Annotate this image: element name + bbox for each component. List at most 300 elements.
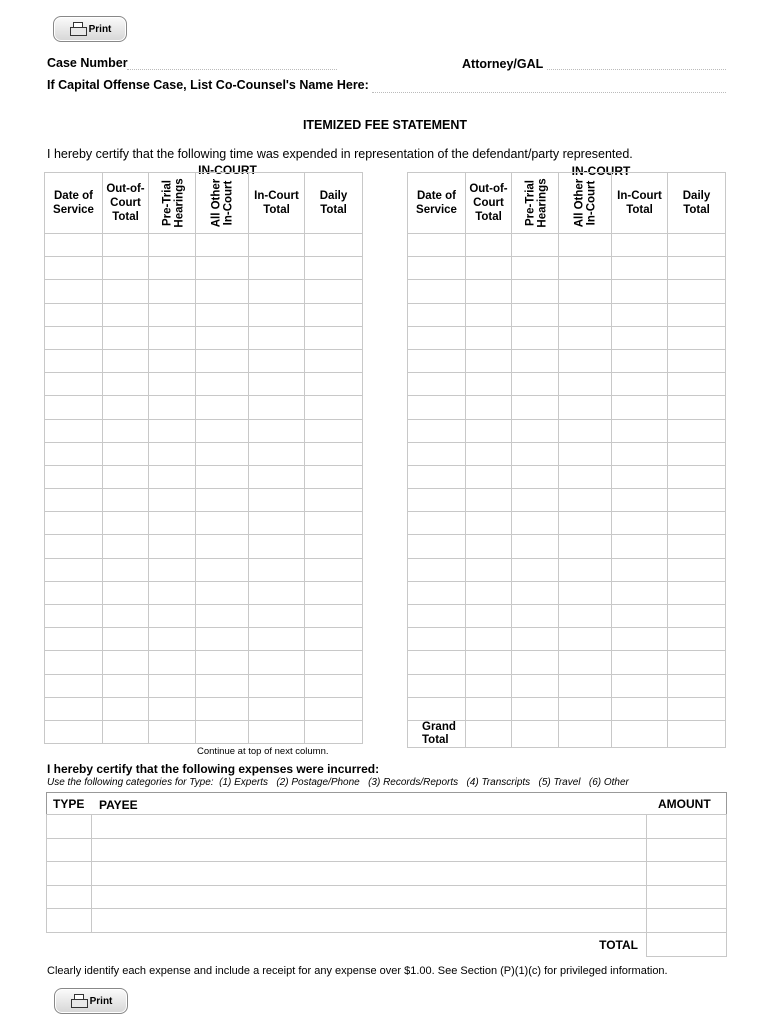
input-cell[interactable] <box>647 909 727 933</box>
input-cell[interactable] <box>249 280 305 303</box>
input-cell[interactable] <box>103 373 149 396</box>
input-cell[interactable] <box>249 489 305 512</box>
input-cell[interactable] <box>466 581 512 604</box>
input-cell[interactable] <box>149 326 196 349</box>
input-cell[interactable] <box>196 465 249 488</box>
input-cell[interactable] <box>559 396 612 419</box>
input-cell[interactable] <box>512 234 559 257</box>
input-cell[interactable] <box>512 581 559 604</box>
input-cell[interactable] <box>512 535 559 558</box>
input-cell[interactable] <box>559 512 612 535</box>
input-cell[interactable] <box>512 257 559 280</box>
input-cell[interactable] <box>103 234 149 257</box>
input-cell[interactable] <box>103 280 149 303</box>
input-cell[interactable] <box>196 419 249 442</box>
input-cell[interactable] <box>305 303 363 326</box>
input-cell[interactable] <box>668 465 726 488</box>
input-cell[interactable] <box>559 628 612 651</box>
input-cell[interactable] <box>559 257 612 280</box>
table-row <box>45 535 363 558</box>
input-cell[interactable] <box>512 512 559 535</box>
input-cell[interactable] <box>196 535 249 558</box>
input-cell[interactable] <box>249 396 305 419</box>
input-cell[interactable] <box>612 234 668 257</box>
input-cell[interactable] <box>612 442 668 465</box>
input-cell[interactable] <box>249 581 305 604</box>
input-cell[interactable] <box>45 535 103 558</box>
input-cell[interactable] <box>559 651 612 674</box>
input-cell[interactable] <box>45 349 103 372</box>
input-cell[interactable] <box>249 326 305 349</box>
input-cell[interactable] <box>249 303 305 326</box>
continue-note: Continue at top of next column. <box>197 746 329 757</box>
input-cell[interactable] <box>559 442 612 465</box>
input-cell[interactable] <box>45 674 103 697</box>
input-cell[interactable] <box>249 257 305 280</box>
input-cell[interactable] <box>668 396 726 419</box>
input-cell[interactable] <box>196 396 249 419</box>
input-cell[interactable] <box>408 651 466 674</box>
input-cell[interactable] <box>612 303 668 326</box>
input-cell[interactable] <box>408 465 466 488</box>
input-cell[interactable] <box>305 628 363 651</box>
input-cell[interactable] <box>249 535 305 558</box>
expense-total-row <box>47 932 727 957</box>
input-cell[interactable] <box>149 373 196 396</box>
input-cell[interactable] <box>149 280 196 303</box>
input-cell[interactable] <box>196 674 249 697</box>
input-cell[interactable] <box>47 909 92 933</box>
table-row <box>408 442 726 465</box>
input-cell[interactable] <box>466 489 512 512</box>
input-cell[interactable] <box>149 257 196 280</box>
input-cell[interactable] <box>103 720 149 743</box>
input-cell[interactable] <box>305 674 363 697</box>
input-cell[interactable] <box>512 558 559 581</box>
input-cell[interactable] <box>408 349 466 372</box>
input-cell[interactable] <box>149 489 196 512</box>
input-cell[interactable] <box>305 442 363 465</box>
input-cell[interactable] <box>668 651 726 674</box>
input-cell[interactable] <box>149 697 196 720</box>
input-cell[interactable] <box>47 838 92 862</box>
input-cell[interactable] <box>305 535 363 558</box>
input-cell[interactable] <box>196 697 249 720</box>
input-cell[interactable] <box>196 373 249 396</box>
input-cell[interactable] <box>149 674 196 697</box>
input-cell[interactable] <box>559 234 612 257</box>
input-cell[interactable] <box>103 419 149 442</box>
print-button-label: Print <box>89 995 113 1007</box>
input-cell[interactable] <box>45 651 103 674</box>
grand-total-pre-trial[interactable] <box>512 720 559 747</box>
input-cell[interactable] <box>512 465 559 488</box>
input-cell[interactable] <box>466 651 512 674</box>
input-cell[interactable] <box>512 605 559 628</box>
input-cell[interactable] <box>466 303 512 326</box>
input-cell[interactable] <box>668 535 726 558</box>
print-button-bottom[interactable] <box>54 988 128 1014</box>
input-cell[interactable] <box>512 697 559 720</box>
input-cell[interactable] <box>196 558 249 581</box>
input-cell[interactable] <box>612 558 668 581</box>
input-cell[interactable] <box>45 234 103 257</box>
input-cell[interactable] <box>249 605 305 628</box>
input-cell[interactable] <box>45 558 103 581</box>
input-cell[interactable] <box>559 280 612 303</box>
input-cell[interactable] <box>512 442 559 465</box>
input-cell[interactable] <box>612 535 668 558</box>
input-cell[interactable] <box>408 326 466 349</box>
grand-total-out-of-court[interactable] <box>466 720 512 747</box>
input-cell[interactable] <box>305 373 363 396</box>
input-cell[interactable] <box>45 489 103 512</box>
input-cell[interactable] <box>408 512 466 535</box>
input-cell[interactable] <box>196 581 249 604</box>
input-cell[interactable] <box>612 628 668 651</box>
input-cell[interactable] <box>668 558 726 581</box>
input-cell[interactable] <box>305 419 363 442</box>
input-cell[interactable] <box>559 558 612 581</box>
input-cell[interactable] <box>249 628 305 651</box>
input-cell[interactable] <box>92 838 647 862</box>
co-counsel-field[interactable] <box>372 92 726 93</box>
input-cell[interactable] <box>249 419 305 442</box>
input-cell[interactable] <box>612 349 668 372</box>
input-cell[interactable] <box>408 628 466 651</box>
input-cell[interactable] <box>466 512 512 535</box>
input-cell[interactable] <box>647 815 727 839</box>
print-button[interactable] <box>53 16 127 42</box>
input-cell[interactable] <box>466 373 512 396</box>
grand-total-in-court[interactable] <box>612 720 668 747</box>
input-cell[interactable] <box>512 349 559 372</box>
input-cell[interactable] <box>92 815 647 839</box>
input-cell[interactable] <box>45 720 103 743</box>
input-cell[interactable] <box>466 558 512 581</box>
input-cell[interactable] <box>466 234 512 257</box>
input-cell[interactable] <box>149 535 196 558</box>
input-cell[interactable] <box>466 419 512 442</box>
input-cell[interactable] <box>668 697 726 720</box>
input-cell[interactable] <box>612 605 668 628</box>
input-cell[interactable] <box>408 674 466 697</box>
input-cell[interactable] <box>47 815 92 839</box>
input-cell[interactable] <box>305 697 363 720</box>
input-cell[interactable] <box>668 257 726 280</box>
input-cell[interactable] <box>408 442 466 465</box>
input-cell[interactable] <box>512 396 559 419</box>
input-cell[interactable] <box>512 303 559 326</box>
input-cell[interactable] <box>149 628 196 651</box>
input-cell[interactable] <box>305 581 363 604</box>
input-cell[interactable] <box>466 349 512 372</box>
input-cell[interactable] <box>45 373 103 396</box>
input-cell[interactable] <box>408 558 466 581</box>
input-cell[interactable] <box>408 257 466 280</box>
input-cell[interactable] <box>45 396 103 419</box>
input-cell[interactable] <box>149 651 196 674</box>
input-cell[interactable] <box>92 862 647 886</box>
date-of-service-header: Date of Service <box>45 173 103 234</box>
input-cell[interactable] <box>559 303 612 326</box>
input-cell[interactable] <box>149 442 196 465</box>
input-cell[interactable] <box>47 885 92 909</box>
input-cell[interactable] <box>103 303 149 326</box>
input-cell[interactable] <box>149 581 196 604</box>
input-cell[interactable] <box>249 373 305 396</box>
input-cell[interactable] <box>45 628 103 651</box>
input-cell[interactable] <box>249 651 305 674</box>
input-cell[interactable] <box>612 257 668 280</box>
input-cell[interactable] <box>466 326 512 349</box>
input-cell[interactable] <box>305 234 363 257</box>
input-cell[interactable] <box>466 535 512 558</box>
input-cell[interactable] <box>466 674 512 697</box>
input-cell[interactable] <box>196 605 249 628</box>
input-cell[interactable] <box>668 419 726 442</box>
in-court-label-right: IN-COURT <box>571 164 631 178</box>
input-cell[interactable] <box>103 628 149 651</box>
input-cell[interactable] <box>668 280 726 303</box>
input-cell[interactable] <box>249 349 305 372</box>
input-cell[interactable] <box>612 581 668 604</box>
input-cell[interactable] <box>466 396 512 419</box>
input-cell[interactable] <box>559 489 612 512</box>
input-cell[interactable] <box>466 628 512 651</box>
input-cell[interactable] <box>512 419 559 442</box>
input-cell[interactable] <box>512 280 559 303</box>
input-cell[interactable] <box>559 674 612 697</box>
certify-time-text: I hereby certify that the following time was expended in representation of the defendant/party represented. <box>47 147 633 161</box>
input-cell[interactable] <box>45 442 103 465</box>
input-cell[interactable] <box>668 512 726 535</box>
input-cell[interactable] <box>612 419 668 442</box>
input-cell[interactable] <box>408 581 466 604</box>
input-cell[interactable] <box>305 489 363 512</box>
input-cell[interactable] <box>466 465 512 488</box>
input-cell[interactable] <box>196 303 249 326</box>
input-cell[interactable] <box>668 628 726 651</box>
input-cell[interactable] <box>612 697 668 720</box>
input-cell[interactable] <box>512 674 559 697</box>
input-cell[interactable] <box>92 885 647 909</box>
input-cell[interactable] <box>647 838 727 862</box>
input-cell[interactable] <box>196 442 249 465</box>
input-cell[interactable] <box>668 326 726 349</box>
input-cell[interactable] <box>559 419 612 442</box>
input-cell[interactable] <box>466 605 512 628</box>
input-cell[interactable] <box>45 605 103 628</box>
input-cell[interactable] <box>249 558 305 581</box>
input-cell[interactable] <box>466 280 512 303</box>
input-cell[interactable] <box>512 651 559 674</box>
input-cell[interactable] <box>103 465 149 488</box>
input-cell[interactable] <box>512 326 559 349</box>
expense-categories-text: Use the following categories for Type: (1) Experts (2) Postage/Phone (3) Records/Reports (4) Transcripts (5) Travel (6) Other <box>47 777 629 788</box>
grand-total-daily[interactable] <box>668 720 726 747</box>
expense-total-field[interactable] <box>647 932 727 957</box>
input-cell[interactable] <box>103 605 149 628</box>
input-cell[interactable] <box>408 419 466 442</box>
input-cell[interactable] <box>512 628 559 651</box>
input-cell[interactable] <box>103 697 149 720</box>
table-row <box>408 280 726 303</box>
input-cell[interactable] <box>196 234 249 257</box>
input-cell[interactable] <box>45 465 103 488</box>
input-cell[interactable] <box>196 326 249 349</box>
input-cell[interactable] <box>559 581 612 604</box>
input-cell[interactable] <box>103 442 149 465</box>
input-cell[interactable] <box>512 373 559 396</box>
input-cell[interactable] <box>305 326 363 349</box>
input-cell[interactable] <box>647 862 727 886</box>
input-cell[interactable] <box>647 885 727 909</box>
input-cell[interactable] <box>408 605 466 628</box>
input-cell[interactable] <box>668 605 726 628</box>
input-cell[interactable] <box>559 465 612 488</box>
input-cell[interactable] <box>668 442 726 465</box>
input-cell[interactable] <box>249 512 305 535</box>
input-cell[interactable] <box>103 674 149 697</box>
input-cell[interactable] <box>103 581 149 604</box>
input-cell[interactable] <box>45 697 103 720</box>
input-cell[interactable] <box>103 396 149 419</box>
input-cell[interactable] <box>408 303 466 326</box>
input-cell[interactable] <box>305 465 363 488</box>
input-cell[interactable] <box>196 512 249 535</box>
input-cell[interactable] <box>149 720 196 743</box>
input-cell[interactable] <box>103 489 149 512</box>
input-cell[interactable] <box>668 349 726 372</box>
input-cell[interactable] <box>408 535 466 558</box>
input-cell[interactable] <box>45 257 103 280</box>
input-cell[interactable] <box>559 697 612 720</box>
input-cell[interactable] <box>612 373 668 396</box>
input-cell[interactable] <box>196 628 249 651</box>
case-number-field[interactable] <box>127 69 337 70</box>
input-cell[interactable] <box>249 234 305 257</box>
table-row <box>408 558 726 581</box>
input-cell[interactable] <box>249 442 305 465</box>
input-cell[interactable] <box>103 326 149 349</box>
input-cell[interactable] <box>249 465 305 488</box>
input-cell[interactable] <box>305 349 363 372</box>
input-cell[interactable] <box>103 257 149 280</box>
input-cell[interactable] <box>149 349 196 372</box>
input-cell[interactable] <box>408 396 466 419</box>
input-cell[interactable] <box>668 234 726 257</box>
input-cell[interactable] <box>612 326 668 349</box>
input-cell[interactable] <box>559 326 612 349</box>
input-cell[interactable] <box>612 674 668 697</box>
input-cell[interactable] <box>668 674 726 697</box>
input-cell[interactable] <box>149 605 196 628</box>
input-cell[interactable] <box>668 373 726 396</box>
input-cell[interactable] <box>408 280 466 303</box>
input-cell[interactable] <box>612 396 668 419</box>
input-cell[interactable] <box>149 419 196 442</box>
input-cell[interactable] <box>408 697 466 720</box>
input-cell[interactable] <box>612 465 668 488</box>
grand-total-all-other[interactable] <box>559 720 612 747</box>
input-cell[interactable] <box>305 558 363 581</box>
input-cell[interactable] <box>196 280 249 303</box>
input-cell[interactable] <box>668 581 726 604</box>
input-cell[interactable] <box>466 442 512 465</box>
attorney-label: Attorney/GAL <box>462 57 544 71</box>
input-cell[interactable] <box>103 558 149 581</box>
input-cell[interactable] <box>408 373 466 396</box>
input-cell[interactable] <box>196 257 249 280</box>
input-cell[interactable] <box>408 489 466 512</box>
input-cell[interactable] <box>45 326 103 349</box>
input-cell[interactable] <box>149 396 196 419</box>
input-cell[interactable] <box>149 303 196 326</box>
input-cell[interactable] <box>249 674 305 697</box>
input-cell[interactable] <box>305 280 363 303</box>
input-cell[interactable] <box>512 489 559 512</box>
input-cell[interactable] <box>305 396 363 419</box>
expense-row <box>47 885 727 909</box>
input-cell[interactable] <box>466 257 512 280</box>
input-cell[interactable] <box>196 349 249 372</box>
fee-table-left <box>44 172 363 744</box>
input-cell[interactable] <box>45 581 103 604</box>
input-cell[interactable] <box>305 720 363 743</box>
attorney-field[interactable] <box>547 69 726 70</box>
input-cell[interactable] <box>103 512 149 535</box>
input-cell[interactable] <box>47 862 92 886</box>
input-cell[interactable] <box>45 512 103 535</box>
input-cell[interactable] <box>196 651 249 674</box>
input-cell[interactable] <box>149 234 196 257</box>
input-cell[interactable] <box>612 280 668 303</box>
grand-total-row <box>408 720 726 747</box>
input-cell[interactable] <box>559 605 612 628</box>
input-cell[interactable] <box>149 512 196 535</box>
input-cell[interactable] <box>305 651 363 674</box>
input-cell[interactable] <box>45 280 103 303</box>
input-cell[interactable] <box>305 257 363 280</box>
input-cell[interactable] <box>305 512 363 535</box>
input-cell[interactable] <box>668 303 726 326</box>
input-cell[interactable] <box>196 720 249 743</box>
input-cell[interactable] <box>612 489 668 512</box>
input-cell[interactable] <box>149 465 196 488</box>
input-cell[interactable] <box>45 419 103 442</box>
input-cell[interactable] <box>103 349 149 372</box>
input-cell[interactable] <box>612 651 668 674</box>
table-row <box>408 651 726 674</box>
input-cell[interactable] <box>92 909 647 933</box>
input-cell[interactable] <box>103 651 149 674</box>
input-cell[interactable] <box>45 303 103 326</box>
input-cell[interactable] <box>466 697 512 720</box>
input-cell[interactable] <box>305 605 363 628</box>
input-cell[interactable] <box>196 489 249 512</box>
input-cell[interactable] <box>249 697 305 720</box>
input-cell[interactable] <box>249 720 305 743</box>
input-cell[interactable] <box>559 535 612 558</box>
input-cell[interactable] <box>103 535 149 558</box>
input-cell[interactable] <box>408 234 466 257</box>
input-cell[interactable] <box>668 489 726 512</box>
input-cell[interactable] <box>559 373 612 396</box>
input-cell[interactable] <box>149 558 196 581</box>
input-cell[interactable] <box>612 512 668 535</box>
input-cell[interactable] <box>559 349 612 372</box>
